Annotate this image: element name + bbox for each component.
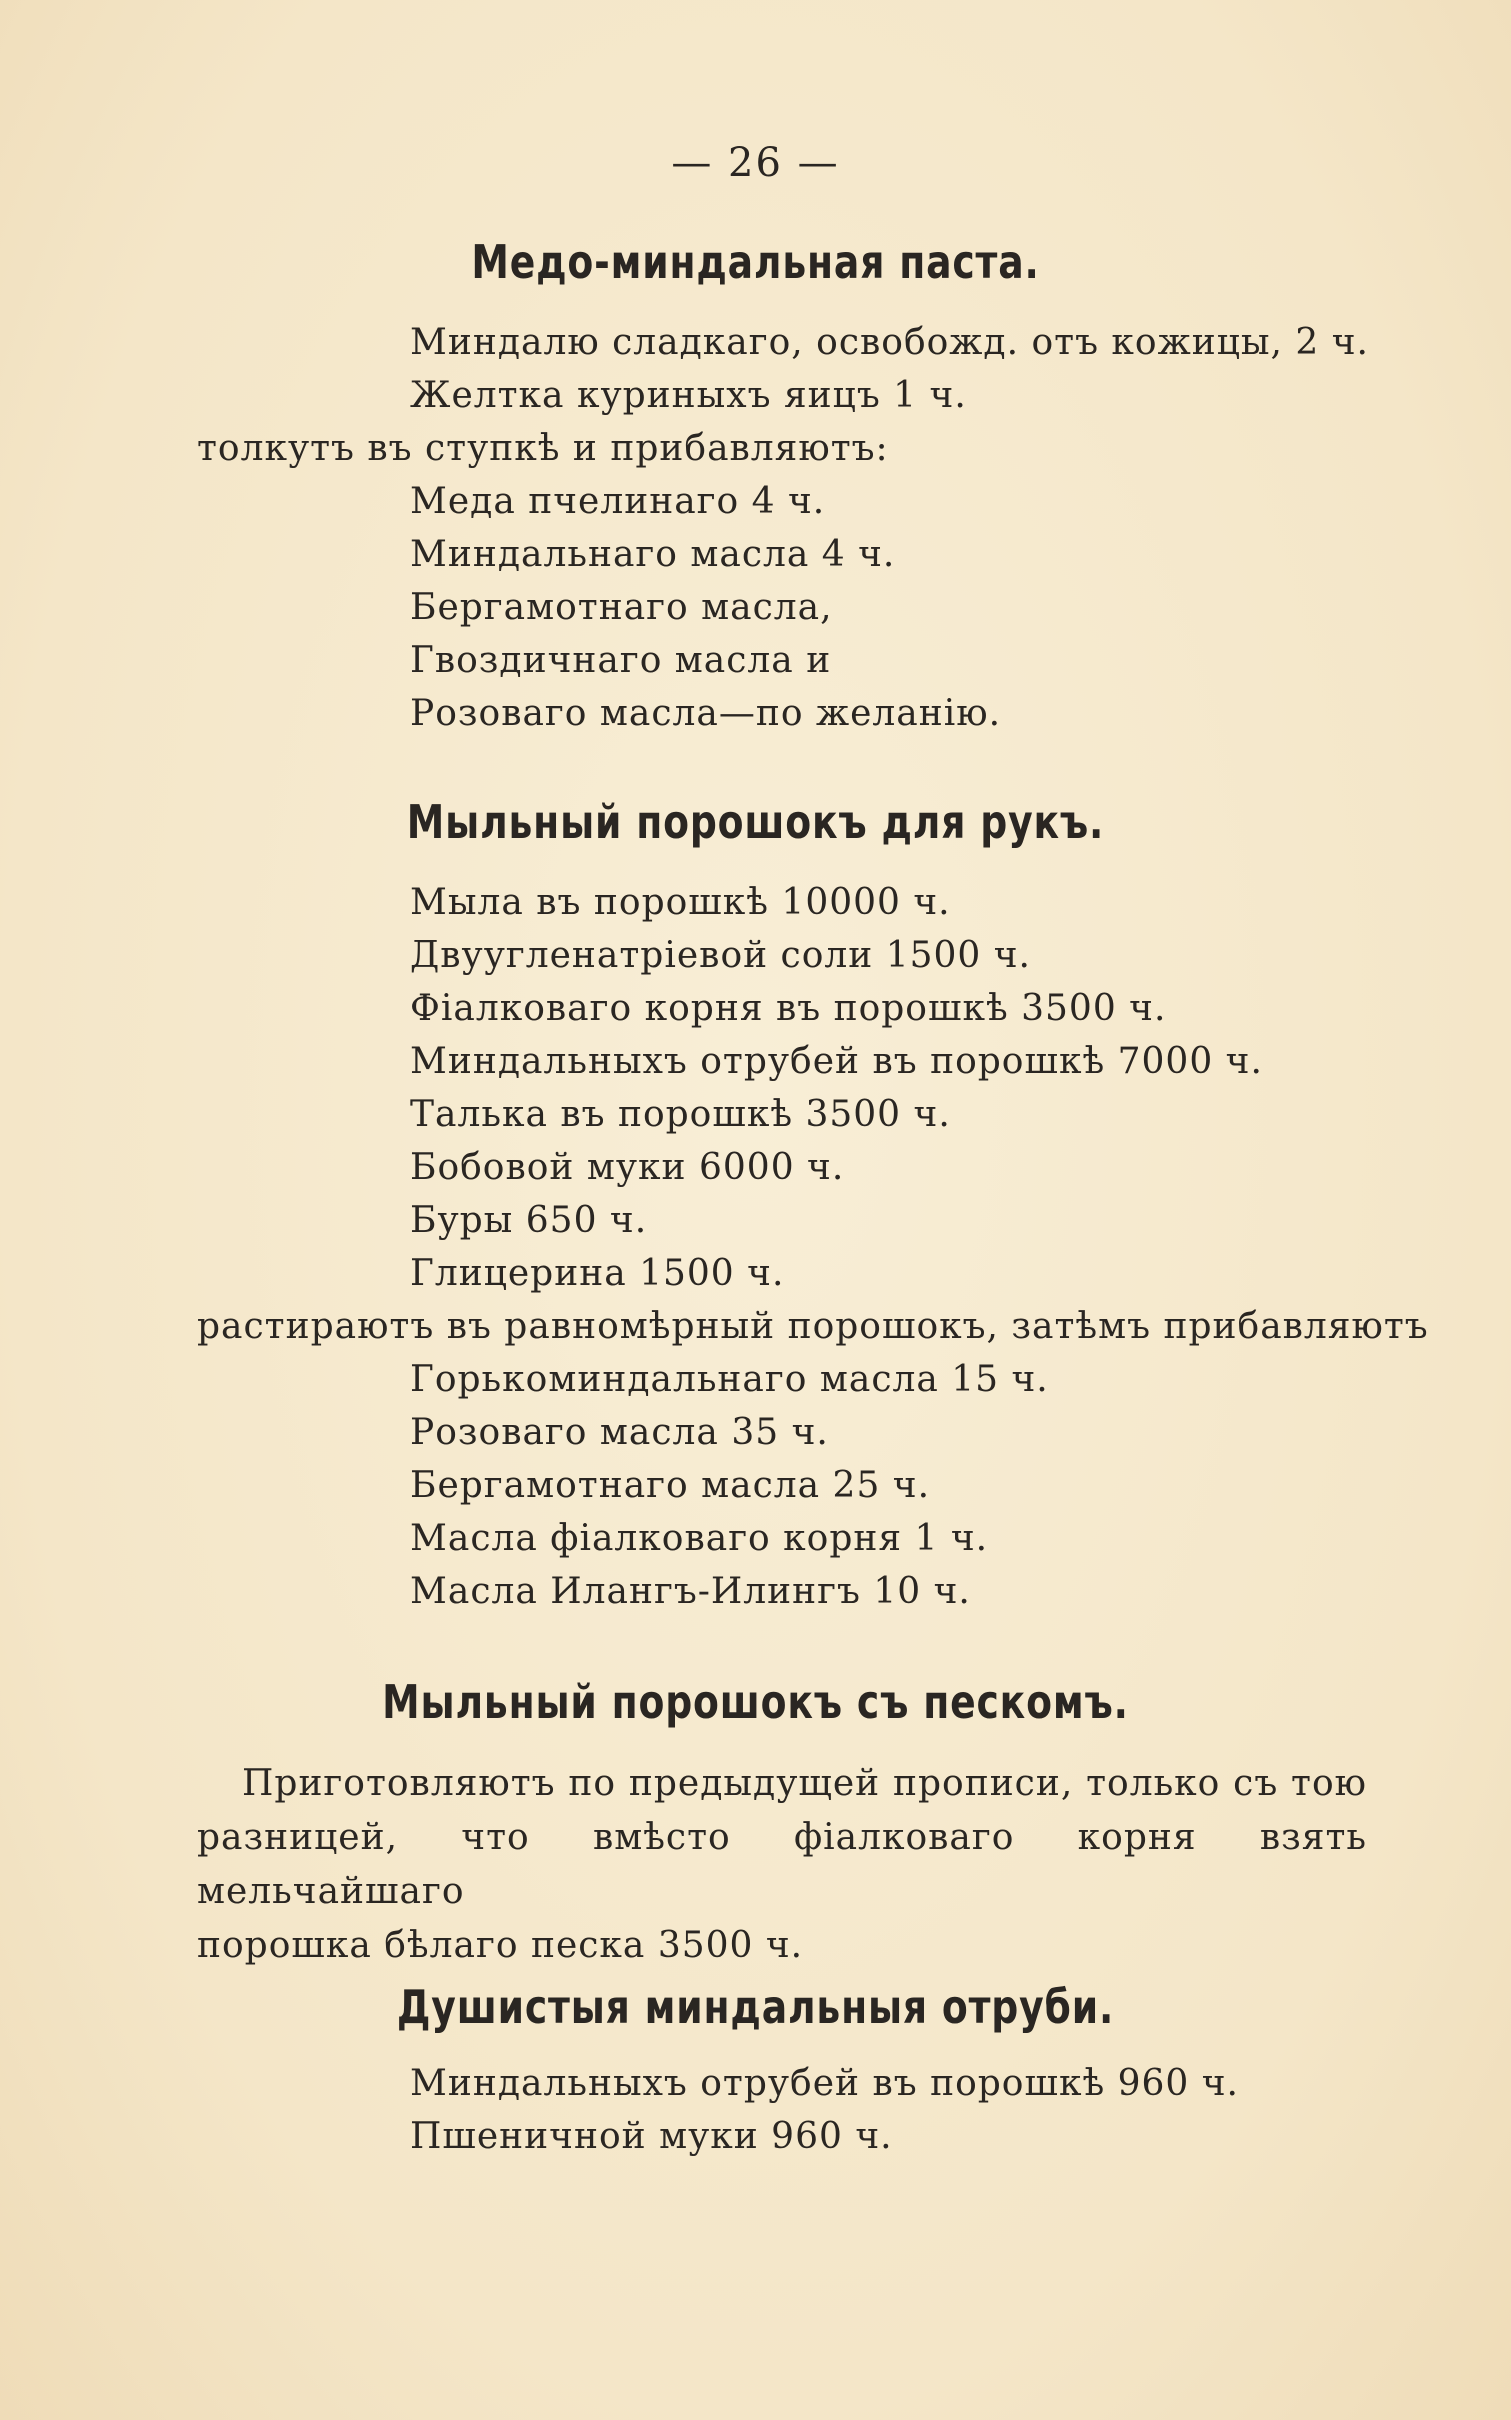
recipe-line: Миндалю сладкаго, освобожд. отъ кожицы, 2 ч. xyxy=(410,322,1369,363)
recipe-line: Пшеничной муки 960 ч. xyxy=(410,2116,893,2157)
recipe-line: Бергамотнаго масла, xyxy=(410,587,833,628)
recipe-line: Бергамотнаго масла 25 ч. xyxy=(410,1465,931,1506)
recipe-line: Миндальнаго масла 4 ч. xyxy=(410,534,896,575)
instruction-line: растираютъ въ равномѣрный порошокъ, затѣмъ прибавляютъ xyxy=(197,1306,1429,1347)
recipe-line: Буры 650 ч. xyxy=(410,1200,648,1241)
section-heading-hand-soap-powder: Мыльный порошокъ для рукъ. xyxy=(406,795,1105,849)
section-heading-honey-almond-paste: Медо-миндальная паста. xyxy=(471,235,1040,289)
recipe-line: Горькоминдальнаго масла 15 ч. xyxy=(410,1359,1049,1400)
recipe-line: Масла фіалковаго корня 1 ч. xyxy=(410,1518,989,1559)
paragraph-line: разницей, что вмѣсто фіалковаго корня взять мельчайшаго xyxy=(197,1817,1367,1912)
paragraph-line: Приготовляютъ по предыдущей прописи, только съ тою xyxy=(242,1763,1367,1804)
recipe-line: Миндальныхъ отрубей въ порошкѣ 7000 ч. xyxy=(410,1041,1263,1082)
recipe-line: Гвоздичнаго масла и xyxy=(410,640,832,681)
recipe-paragraph xyxy=(197,1757,1367,1973)
recipe-line: Меда пчелинаго 4 ч. xyxy=(410,481,826,522)
instruction-line: толкутъ въ ступкѣ и прибавляютъ: xyxy=(197,428,889,469)
recipe-line: Мыла въ порошкѣ 10000 ч. xyxy=(410,882,951,923)
paragraph-line: порошка бѣлаго песка 3500 ч. xyxy=(197,1925,804,1966)
recipe-line: Талька въ порошкѣ 3500 ч. xyxy=(410,1094,951,1135)
recipe-line: Бобовой муки 6000 ч. xyxy=(410,1147,845,1188)
recipe-line: Фіалковаго корня въ порошкѣ 3500 ч. xyxy=(410,988,1167,1029)
recipe-line: Масла Илангъ-Илингъ 10 ч. xyxy=(410,1571,971,1612)
recipe-line: Двуугленатріевой соли 1500 ч. xyxy=(410,935,1031,976)
page-number: — 26 — xyxy=(671,140,840,186)
section-heading-scented-almond-bran: Душистыя миндальныя отруби. xyxy=(396,1980,1115,2034)
recipe-line: Миндальныхъ отрубей въ порошкѣ 960 ч. xyxy=(410,2063,1239,2104)
recipe-line: Желтка куриныхъ яицъ 1 ч. xyxy=(410,375,967,416)
section-heading-soap-powder-with-sand: Мыльный порошокъ съ пескомъ. xyxy=(382,1675,1129,1729)
recipe-line: Розоваго масла 35 ч. xyxy=(410,1412,829,1453)
recipe-line: Глицерина 1500 ч. xyxy=(410,1253,785,1294)
recipe-line: Розоваго масла—по желанію. xyxy=(410,693,1002,734)
